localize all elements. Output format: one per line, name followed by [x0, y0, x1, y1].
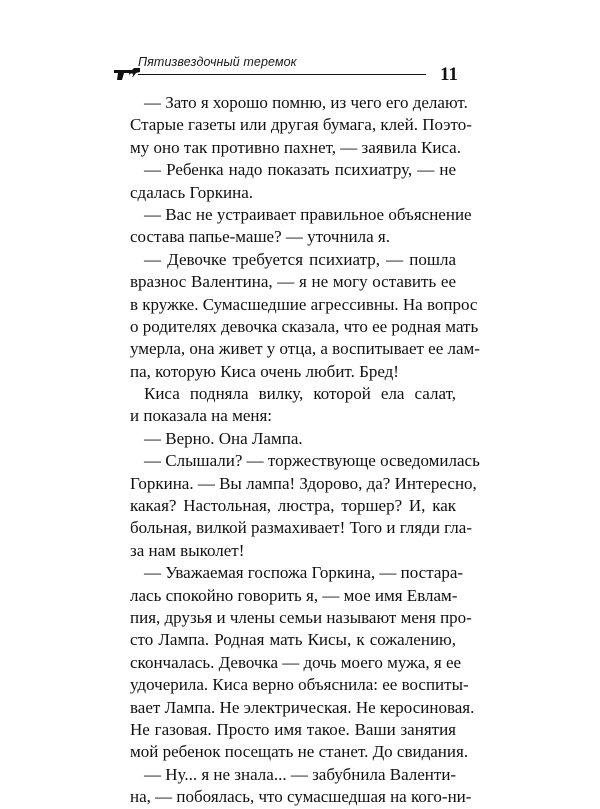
text-line: мой ребенок посещать не станет. До свидания. — [130, 742, 469, 762]
running-head — [112, 52, 458, 84]
text-line: о родителях девочка сказала, что ее родная мать — [130, 316, 479, 336]
text-line: и показала на меня: — [130, 406, 273, 426]
text-line: за нам выколет! — [130, 540, 245, 560]
text-line: вает Лампа. Не электрическая. Не керосиновая. — [130, 697, 475, 717]
body-text — [130, 92, 480, 809]
text-line: на, — побоялась, что сумасшедшая на кого-ни- — [130, 787, 472, 807]
text-line: па, которую Киса очень любит. Бред! — [130, 361, 399, 381]
text-line: состава папье-маше? — уточнила я. — [130, 227, 390, 247]
text-line: — Ребенка надо показать психиатру, — не — [144, 160, 456, 180]
text-line: — Вас не устраивает правильное объяснение — [144, 204, 472, 224]
text-line: — Ну... я не знала... — забубнила Валенти- — [144, 764, 457, 784]
text-line: — Слышали? — торжествующе осведомилась — [144, 451, 480, 471]
text-line: какая? Настольная, люстра, торшер? И, как — [130, 496, 456, 516]
text-line: вразнос Валентина, — я не могу оставить ее — [130, 272, 456, 292]
header-rule — [138, 74, 426, 75]
page-number: 11 — [440, 64, 458, 85]
text-line: пия, друзья и члены семьи называют меня про- — [130, 607, 472, 627]
text-line: Не газовая. Просто имя такое. Ваши занятия — [130, 719, 456, 739]
text-line: Горкина. — Вы лампа! Здорово, да? Интересно, — [130, 473, 477, 493]
text-line: сто Лампа. Родная мать Кисы, к сожалению, — [130, 630, 456, 650]
running-title: Пятизвездочный теремок — [138, 55, 297, 69]
text-line: Старые газеты или другая бумага, клей. Поэто- — [130, 115, 472, 135]
text-line: — Уважаемая госпожа Горкина, — постара- — [144, 563, 464, 583]
text-line: — Верно. Она Лампа. — [144, 428, 303, 448]
text-line: в кружке. Сумасшедшие агрессивны. На вопрос — [130, 294, 478, 314]
text-line: сдалась Горкина. — [130, 182, 254, 202]
text-line: — Девочке требуется психиатр, — пошла — [144, 249, 456, 269]
text-line: умерла, она живет у отца, а воспитывает ее лам- — [130, 339, 480, 359]
text-line: лась спокойно говорить я, — мое имя Евлам- — [130, 585, 458, 605]
text-line: му оно так противно пахнет, — заявила Киса. — [130, 137, 461, 157]
text-line: больная, вилкой размахивает! Того и гляди гла- — [130, 518, 472, 538]
text-line: Киса подняла вилку, которой ела салат, — [144, 384, 456, 404]
text-line: — Зато я хорошо помню, из чего его делают. — [144, 93, 468, 112]
text-line: скончалась. Девочка — дочь моего мужа, я ее — [130, 652, 462, 672]
text-line: удочерила. Киса верно объяснила: ее воспиты- — [130, 675, 469, 695]
